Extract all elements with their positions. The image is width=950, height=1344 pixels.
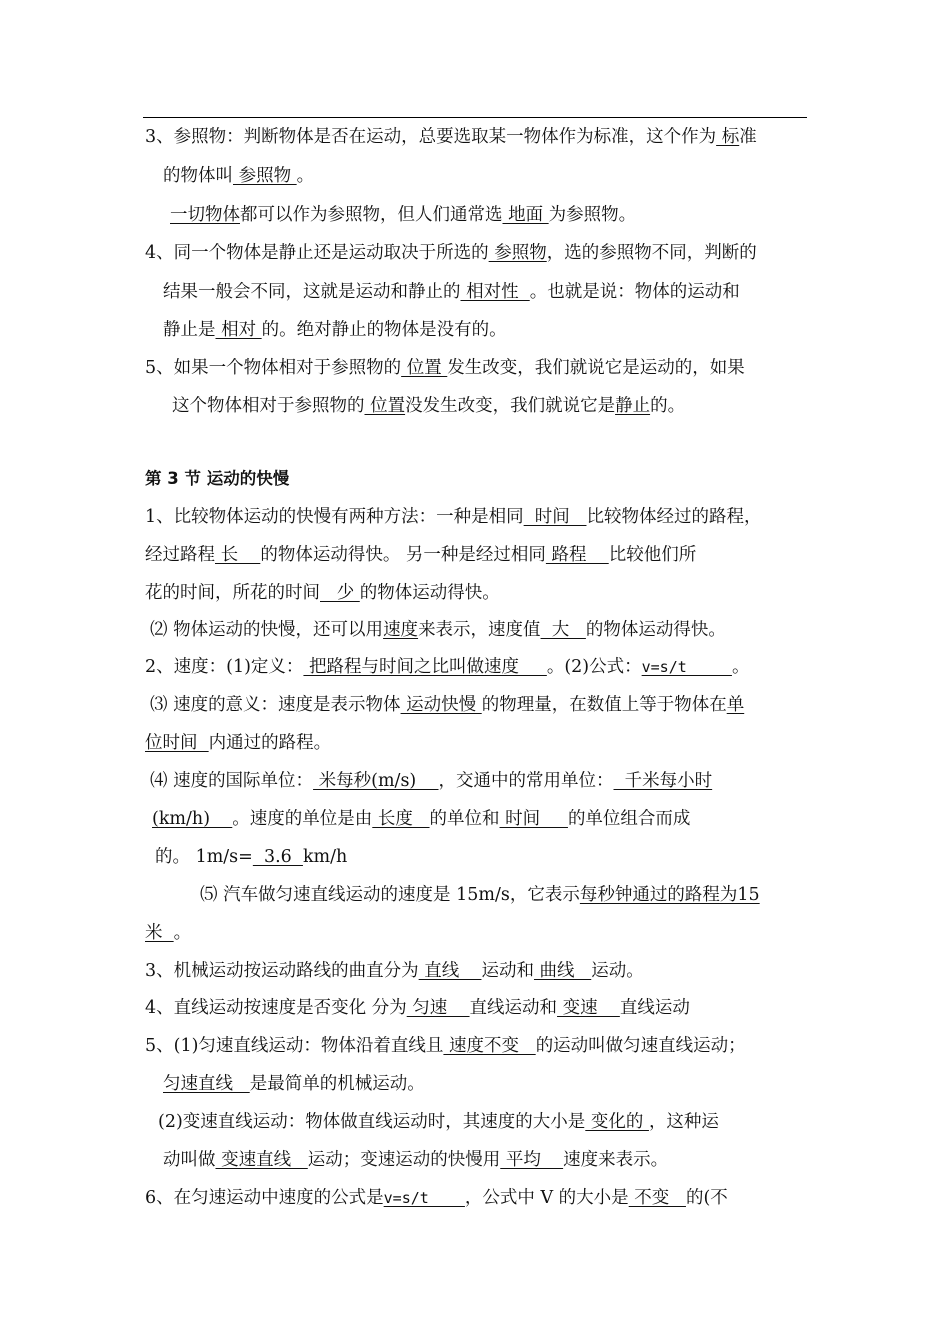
text-run: 第 3 节 运动的快慢	[145, 469, 290, 488]
text-run: 静止是	[163, 320, 216, 340]
text-run: ，公式中 V 的大小是	[464, 1188, 629, 1208]
answer-blank: 地面	[502, 205, 549, 225]
answer-blank: v=s/t	[641, 658, 732, 676]
text-run: 3、机械运动按运动路线的曲直分为	[145, 961, 419, 981]
answer-blank: 每秒钟通过的路程为15	[579, 885, 760, 905]
answer-blank: 时间	[499, 809, 568, 829]
line-7	[145, 356, 745, 380]
text-run: 比较物体经过的路程，	[586, 507, 762, 527]
text-run: 都可以作为参照物，但人们通常选	[240, 205, 503, 225]
text-run: 的物理量，在数值上等于物体在	[481, 695, 727, 715]
text-run: 花的时间，所花的时间	[145, 583, 320, 603]
answer-blank: 路程	[545, 545, 609, 565]
answer-blank: 相对性	[460, 282, 530, 302]
answer-blank: 长度	[372, 809, 430, 829]
answer-blank: 单	[726, 695, 745, 715]
line-3	[170, 203, 636, 227]
answer-blank: 速度	[383, 620, 419, 640]
line-28	[145, 1186, 728, 1210]
text-run: 的运动叫做匀速直线运动；	[535, 1036, 746, 1056]
line-20	[200, 883, 760, 907]
answer-blank: 一切物体	[170, 205, 240, 225]
line-24	[145, 1034, 746, 1058]
answer-blank: 位时间	[145, 733, 209, 753]
text-run: ⑸ 汽车做匀速直线运动的速度是 15m/s，它表示	[200, 885, 580, 905]
text-run: 3、参照物：判断物体是否在运动，总要选取某一物体作为标准，这个作为	[145, 127, 717, 147]
text-run: 直线运动	[619, 998, 690, 1018]
line-6	[163, 318, 507, 342]
line-11	[145, 543, 696, 567]
text-run: 没发生改变，我们就说它是	[405, 396, 616, 416]
answer-blank: 相对	[215, 320, 262, 340]
text-run: 运动。	[591, 961, 644, 981]
answer-blank: 参照物	[233, 166, 297, 186]
text-run: 直线运动和	[469, 998, 558, 1018]
answer-blank: v=s/t	[383, 1189, 465, 1207]
text-run: 是最简单的机械运动。	[249, 1074, 425, 1094]
text-run: 。也就是说：物体的运动和	[529, 282, 740, 302]
line-4	[145, 241, 757, 265]
line-19	[155, 845, 347, 869]
text-run: 的物体运动得快。	[585, 620, 726, 640]
line-8	[172, 394, 685, 418]
answer-blank: 大	[540, 620, 586, 640]
answer-blank: 变速	[557, 998, 620, 1018]
line-26	[158, 1110, 719, 1134]
section-heading	[145, 467, 289, 491]
text-run: 。	[173, 923, 192, 943]
text-run: 5、如果一个物体相对于参照物的	[145, 358, 402, 378]
answer-blank: 米	[145, 923, 174, 943]
line-22	[145, 959, 644, 983]
line-14	[145, 655, 749, 679]
answer-blank: 时间	[523, 507, 587, 527]
answer-blank: 不变	[628, 1188, 686, 1208]
text-run: 的物体运动得快。	[359, 583, 500, 603]
line-17	[150, 769, 712, 793]
answer-blank: 曲线	[533, 961, 592, 981]
text-run: 1、比较物体运动的快慢有两种方法：一种是相同	[145, 507, 524, 527]
text-run: (2)变速直线运动：物体做直线运动时，其速度的大小是	[158, 1112, 586, 1132]
text-run: 运动；变速运动的快慢用	[307, 1150, 501, 1170]
answer-blank: (km/h)	[152, 809, 233, 829]
text-run: 。	[731, 657, 750, 677]
text-run: km/h	[302, 847, 348, 867]
answer-blank: 变速直线	[215, 1150, 308, 1170]
line-27	[163, 1148, 668, 1172]
text-run: 。(2)公式：	[546, 657, 642, 677]
text-run: 的单位和	[429, 809, 500, 829]
line-18	[152, 807, 690, 831]
text-run: 的。	[650, 396, 686, 416]
text-run: 2、速度：(1)定义：	[145, 657, 304, 677]
answer-blank: 位置	[401, 358, 448, 378]
text-run: 准	[739, 127, 757, 147]
line-13	[150, 618, 726, 642]
line-2	[163, 164, 314, 188]
answer-blank: 长	[215, 545, 261, 565]
text-run: 经过路程	[145, 545, 215, 565]
line-12	[145, 581, 500, 605]
text-run: 的(不	[685, 1188, 728, 1208]
line-5	[163, 280, 740, 304]
text-run: 为参照物。	[548, 205, 637, 225]
text-run: ，选的参照物不同，判断的	[546, 243, 757, 263]
answer-blank: 千米每小时	[613, 771, 713, 791]
text-run: 4、直线运动按速度是否变化 分为	[145, 998, 407, 1018]
answer-blank: 变化的	[585, 1112, 649, 1132]
text-run: 运动和	[481, 961, 534, 981]
text-run: 这个物体相对于参照物的	[172, 396, 365, 416]
text-run: ⑷ 速度的国际单位：	[150, 771, 314, 791]
answer-blank: 位置	[364, 396, 406, 416]
text-run: 速度来表示。	[563, 1150, 669, 1170]
text-run: 内通过的路程。	[208, 733, 332, 753]
text-run: 发生改变，我们就说它是运动的，如果	[447, 358, 745, 378]
text-run: 的单位组合而成	[567, 809, 691, 829]
answer-blank: 3.6	[252, 847, 303, 867]
text-run: 5、(1)匀速直线运动：物体沿着直线且	[145, 1036, 444, 1056]
answer-blank: 匀速直线	[163, 1074, 250, 1094]
text-run: 的。 1m/s=	[155, 847, 253, 867]
text-run: ⑶ 速度的意义：速度是表示物体	[150, 695, 401, 715]
text-run: 结果一般会不同，这就是运动和静止的	[163, 282, 461, 302]
answer-blank: 米每秒(m/s)	[313, 771, 439, 791]
line-1	[145, 125, 757, 149]
answer-blank: 少	[320, 583, 360, 603]
answer-blank: 直线	[418, 961, 482, 981]
text-run: 6、在匀速运动中速度的公式是	[145, 1188, 384, 1208]
answer-blank: 平均	[500, 1150, 564, 1170]
header-rule	[143, 117, 807, 118]
line-23	[145, 996, 690, 1020]
text-run: ，交通中的常用单位：	[438, 771, 614, 791]
text-run: 来表示，速度值	[418, 620, 541, 640]
text-run: 。速度的单位是由	[232, 809, 373, 829]
answer-blank: 把路程与时间之比叫做速度	[303, 657, 547, 677]
answer-blank: 静止	[615, 396, 651, 416]
line-15	[150, 693, 744, 717]
line-25	[163, 1072, 425, 1096]
answer-blank: 参照物	[488, 243, 547, 263]
answer-blank: 运动快慢	[400, 695, 482, 715]
answer-blank: 标	[716, 127, 740, 147]
text-run: 4、同一个物体是静止还是运动取决于所选的	[145, 243, 489, 263]
line-21	[145, 921, 191, 945]
answer-blank: 匀速	[406, 998, 470, 1018]
line-10	[145, 505, 761, 529]
text-run: ，这种运	[648, 1112, 719, 1132]
text-run: 动叫做	[163, 1150, 216, 1170]
answer-blank: 速度不变	[443, 1036, 536, 1056]
text-run: 的。绝对静止的物体是没有的。	[261, 320, 507, 340]
text-run: 比较他们所	[608, 545, 697, 565]
text-run: 的物体叫	[163, 166, 233, 186]
text-run: 的物体运动得快。 另一种是经过相同	[260, 545, 546, 565]
text-run: 。	[296, 166, 315, 186]
text-run: ⑵ 物体运动的快慢，还可以用	[150, 620, 384, 640]
line-16	[145, 731, 331, 755]
